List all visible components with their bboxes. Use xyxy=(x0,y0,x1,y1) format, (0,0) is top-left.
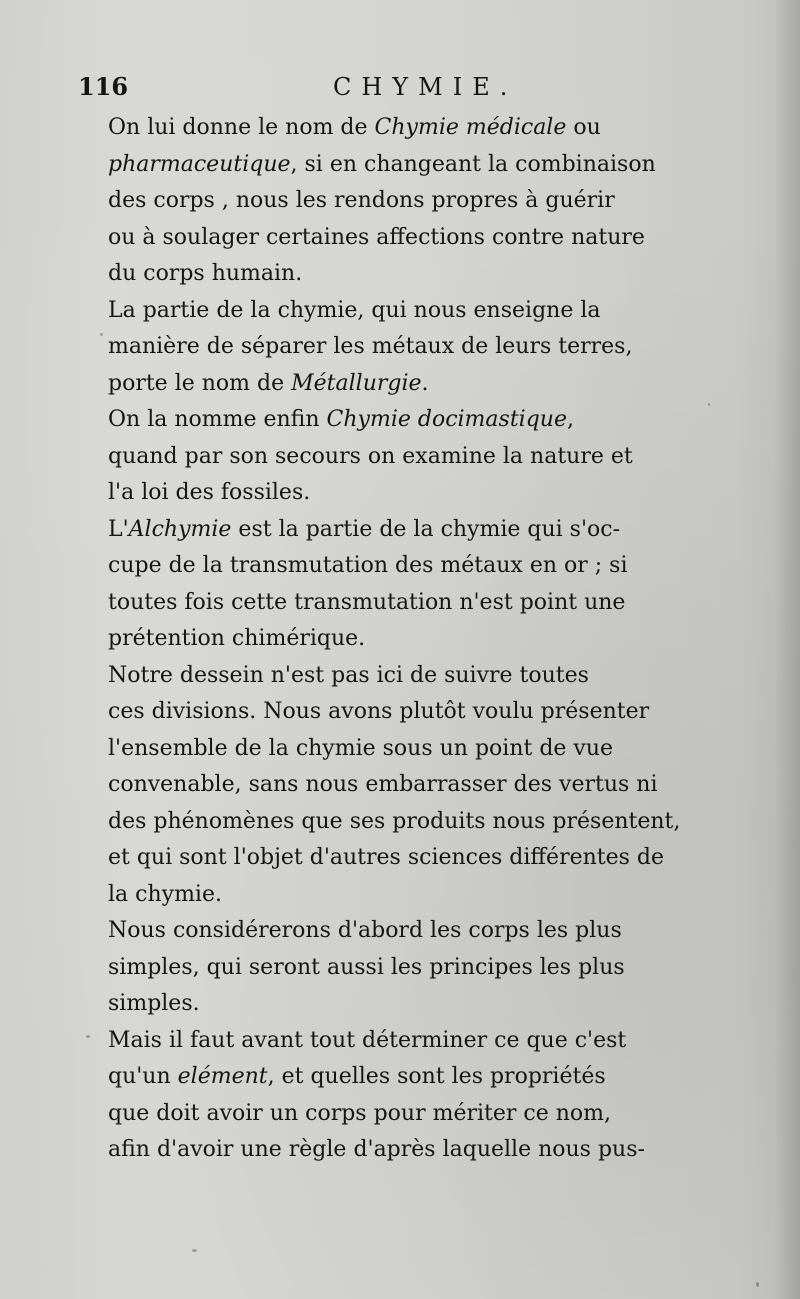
text-line xyxy=(76,366,722,403)
text-run: , xyxy=(566,407,574,432)
paper-speck xyxy=(756,1282,759,1287)
text-run: est la partie de la chymie qui s'oc- xyxy=(231,516,621,542)
text-line: du corps humain. xyxy=(108,261,303,286)
text-line: manière de séparer les métaux de leurs terres, xyxy=(108,334,633,359)
text-run: ou xyxy=(566,115,601,140)
text-line: Nous considérerons d'abord les corps les plus xyxy=(108,918,622,943)
text-line: l'a loi des fossiles. xyxy=(108,480,311,505)
italic-term: Alchymie xyxy=(128,516,232,542)
italic-term: Chymie docimastique xyxy=(326,407,567,432)
text-line: afin d'avoir une règle d'après laquelle nous pus- xyxy=(108,1137,645,1162)
paper-speck xyxy=(192,1249,197,1252)
text-run: L' xyxy=(108,516,129,542)
paragraph xyxy=(76,110,722,293)
paragraph xyxy=(76,402,722,512)
text-line xyxy=(76,110,722,147)
paragraph xyxy=(76,658,722,914)
text-line: toutes fois cette transmutation n'est point une xyxy=(108,589,626,615)
italic-term: Chymie médicale xyxy=(374,115,567,140)
text-line: prétention chimérique. xyxy=(108,626,366,651)
text-run: porte le nom de xyxy=(108,370,292,396)
text-line: convenable, sans nous embarrasser des vertus ni xyxy=(108,772,658,797)
running-title: CHYMIE. xyxy=(333,73,518,101)
text-line xyxy=(76,147,722,184)
text-line xyxy=(76,512,722,549)
text-line: des corps , nous les rendons propres à guérir xyxy=(108,188,615,213)
text-line: que doit avoir un corps pour mériter ce nom, xyxy=(108,1100,611,1126)
italic-term: Métallurgie xyxy=(291,370,422,396)
text-line: La partie de la chymie, qui nous enseigne la xyxy=(108,297,601,323)
text-line: simples. xyxy=(108,991,200,1016)
text-run: , si en changeant la combinaison xyxy=(290,151,656,177)
text-line: Notre dessein n'est pas ici de suivre toutes xyxy=(108,662,589,688)
text-line: ces divisions. Nous avons plutôt voulu présenter xyxy=(108,699,650,724)
paragraph xyxy=(76,913,722,1023)
text-line xyxy=(76,402,722,439)
text-line: la chymie. xyxy=(108,881,222,907)
italic-term: pharmaceutique xyxy=(108,151,291,177)
paragraph xyxy=(76,1023,722,1169)
text-run: . xyxy=(421,370,429,396)
text-run: , et quelles sont les propriétés xyxy=(267,1064,606,1089)
text-line xyxy=(76,1059,722,1096)
paragraph xyxy=(76,512,722,658)
text-run: On la nomme enfin xyxy=(108,407,327,432)
text-run: On lui donne le nom de xyxy=(108,115,375,140)
italic-term: elément xyxy=(177,1064,268,1089)
text-line: et qui sont l'objet d'autres sciences différentes de xyxy=(108,845,665,870)
page-number: 116 xyxy=(78,72,129,101)
text-line: quand par son secours on examine la nature et xyxy=(108,443,633,469)
text-line: simples, qui seront aussi les principes les plus xyxy=(108,954,625,980)
page-header xyxy=(78,72,733,110)
paragraph xyxy=(76,293,722,403)
text-line: des phénomènes que ses produits nous présentent, xyxy=(108,808,681,834)
page-edge-shadow xyxy=(774,0,800,1299)
text-line: Mais il faut avant tout déterminer ce que c'est xyxy=(108,1027,627,1053)
text-line: cupe de la transmutation des métaux en or ; si xyxy=(108,553,628,578)
text-run: qu'un xyxy=(108,1064,178,1089)
text-line: l'ensemble de la chymie sous un point de vue xyxy=(108,735,614,761)
body-text xyxy=(76,110,722,1169)
text-line: ou à soulager certaines affections contre nature xyxy=(108,224,645,250)
